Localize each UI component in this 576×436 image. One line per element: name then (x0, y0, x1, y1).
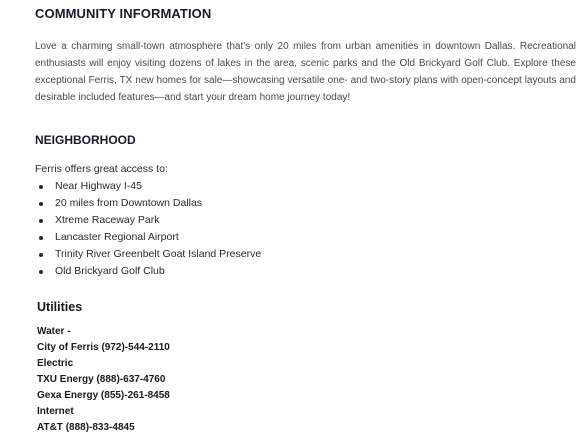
list-item-text: Xtreme Raceway Park (55, 214, 160, 226)
list-item (39, 263, 261, 280)
neighborhood-heading: NEIGHBORHOOD (35, 133, 136, 147)
bullet-icon (39, 253, 43, 257)
utility-water-provider: City of Ferris (972)-544-2110 (37, 342, 170, 353)
utility-internet-provider: AT&T (888)-833-4845 (37, 422, 135, 433)
list-item (39, 195, 261, 212)
utility-electric-provider-gexa: Gexa Energy (855)-261-8458 (37, 390, 170, 401)
utility-electric-provider-txu: TXU Energy (888)-637-4760 (37, 374, 166, 385)
list-item (39, 178, 261, 195)
community-description: Love a charming small-town atmosphere that's only 20 miles from urban amenities in downtown Dallas. Recreational enthusiasts will enjoy visiting dozens of lakes in the area, scenic parks and the Old Brickyard Golf Club. Explore these exceptional Ferris, TX new homes for sale—showcasing versatile one- and two-story plans with open-concept layouts and desirable included features—and start your dream home journey today! (35, 41, 576, 103)
utilities-heading: Utilities (37, 300, 83, 314)
list-item-text: Old Brickyard Golf Club (55, 265, 165, 277)
list-item (39, 246, 261, 263)
list-item-text: 20 miles from Downtown Dallas (55, 197, 203, 209)
utility-water-label: Water - (37, 326, 71, 337)
bullet-icon (39, 219, 43, 223)
list-item-text: Trinity River Greenbelt Goat Island Preserve (55, 248, 262, 260)
utility-internet-label: Internet (37, 406, 74, 417)
neighborhood-intro: Ferris offers great access to: (35, 163, 168, 175)
bullet-icon (39, 270, 43, 274)
list-item (39, 229, 261, 246)
bullet-icon (39, 185, 43, 189)
utility-electric-label: Electric (37, 358, 74, 369)
list-item-text: Near Highway I-45 (55, 180, 142, 192)
bullet-icon (39, 236, 43, 240)
utilities-list (37, 324, 170, 436)
community-information-heading: COMMUNITY INFORMATION (35, 6, 212, 21)
neighborhood-list (39, 178, 261, 280)
bullet-icon (39, 202, 43, 206)
list-item-text: Lancaster Regional Airport (55, 231, 179, 243)
list-item (39, 212, 261, 229)
